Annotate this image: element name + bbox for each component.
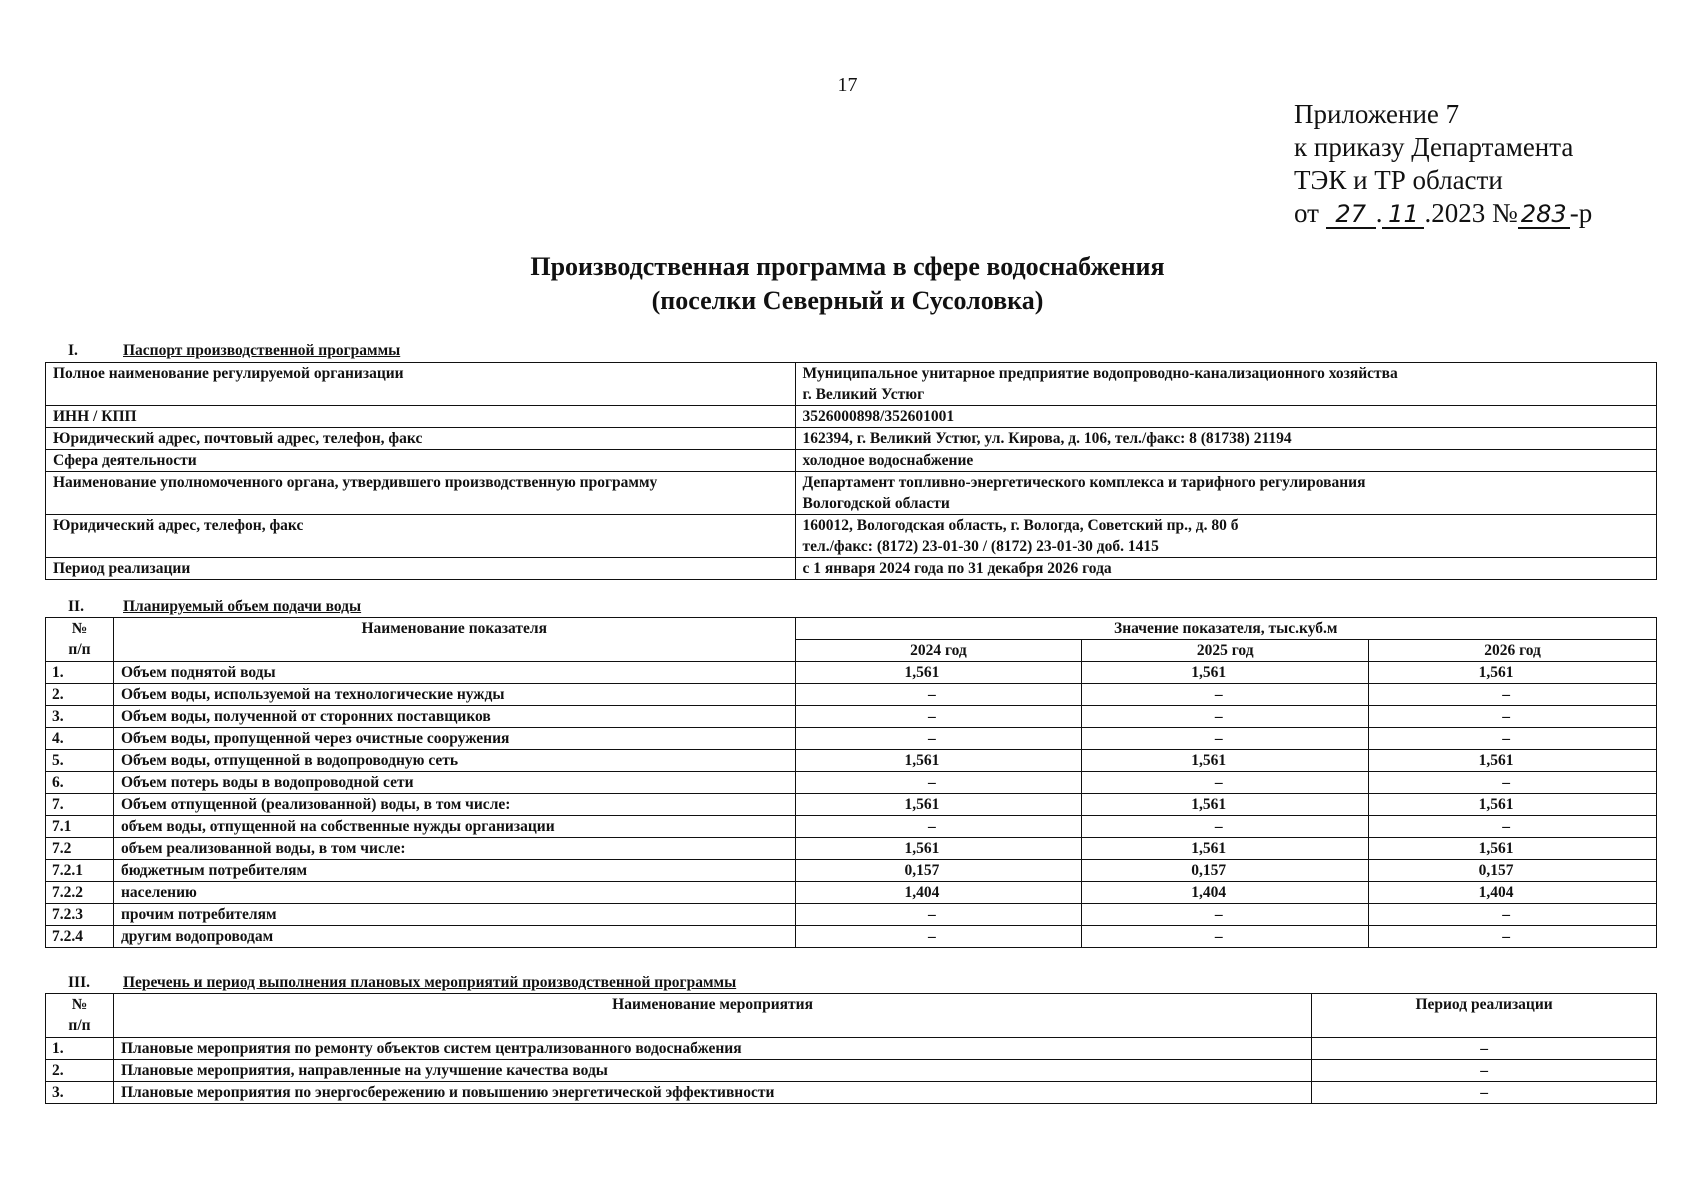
row-num: 3. [46, 706, 114, 728]
row-value-2: – [1369, 728, 1657, 750]
passport-value [795, 515, 1656, 558]
passport-value-line2: тел./факс: (8172) 23-01-30 / (8172) 23-01-30 доб. 1415 [802, 538, 1159, 555]
passport-row [46, 428, 1657, 450]
passport-row [46, 363, 1657, 406]
table-row [46, 904, 1657, 926]
document-title [0, 250, 1695, 318]
row-num: 7.2.1 [46, 860, 114, 882]
appendix-line2: к приказу Департамента [1294, 132, 1574, 162]
row-value-2: 1,561 [1369, 794, 1657, 816]
passport-label: Юридический адрес, телефон, факс [46, 515, 796, 558]
table-row [46, 684, 1657, 706]
row-value-0: – [795, 926, 1082, 948]
row-value-2: 0,157 [1369, 860, 1657, 882]
table-row [46, 794, 1657, 816]
appendix-line3: ТЭК и ТР области [1294, 165, 1503, 195]
row-indicator: Объем потерь воды в водопроводной сети [113, 772, 795, 794]
passport-value-line1: с 1 января 2024 года по 31 декабря 2026 года [802, 560, 1112, 577]
row-period: – [1312, 1060, 1657, 1082]
passport-value-line1: 3526000898/352601001 [802, 408, 955, 425]
header-measure: Наименование мероприятия [113, 994, 1311, 1038]
row-measure: Плановые мероприятия, направленные на улучшение качества воды [113, 1060, 1311, 1082]
page-number: 17 [837, 74, 858, 96]
passport-table [45, 362, 1657, 580]
row-indicator: объем воды, отпущенной на собственные нужды организации [113, 816, 795, 838]
header-year-2025: 2025 год [1082, 640, 1369, 662]
section1-title: Паспорт производственной программы [123, 342, 401, 359]
passport-label: Полное наименование регулируемой организации [46, 363, 796, 406]
row-num: 7.2 [46, 838, 114, 860]
table-row [46, 662, 1657, 684]
row-indicator: бюджетным потребителям [113, 860, 795, 882]
row-indicator: Объем поднятой воды [113, 662, 795, 684]
row-value-0: 1,561 [795, 750, 1082, 772]
row-indicator: Объем воды, пропущенной через очистные сооружения [113, 728, 795, 750]
row-indicator: прочим потребителям [113, 904, 795, 926]
row-indicator: другим водопроводам [113, 926, 795, 948]
passport-value [795, 450, 1656, 472]
row-value-2: – [1369, 684, 1657, 706]
table-row [46, 816, 1657, 838]
row-value-1: 1,561 [1082, 750, 1369, 772]
table-row [46, 706, 1657, 728]
row-value-0: 1,404 [795, 882, 1082, 904]
row-value-2: – [1369, 706, 1657, 728]
row-num: 4. [46, 728, 114, 750]
row-value-0: – [795, 904, 1082, 926]
row-indicator: Объем воды, отпущенной в водопроводную сеть [113, 750, 795, 772]
passport-value-line2: г. Великий Устюг [802, 386, 925, 403]
row-value-1: 1,404 [1082, 882, 1369, 904]
row-value-1: – [1082, 684, 1369, 706]
table-row [46, 860, 1657, 882]
row-value-2: 1,561 [1369, 662, 1657, 684]
appendix-line1: Приложение 7 [1294, 99, 1460, 129]
header-year-2024: 2024 год [795, 640, 1082, 662]
row-num: 1. [46, 1038, 114, 1060]
handwritten-month: 11 [1382, 201, 1424, 229]
section1-num: I. [68, 342, 78, 359]
table-row [46, 750, 1657, 772]
row-value-0: – [795, 706, 1082, 728]
row-indicator: объем реализованной воды, в том числе: [113, 838, 795, 860]
row-value-2: 1,404 [1369, 882, 1657, 904]
passport-value [795, 406, 1656, 428]
table-row [46, 882, 1657, 904]
row-value-0: – [795, 816, 1082, 838]
water-volume-table [45, 617, 1657, 948]
passport-value [795, 472, 1656, 515]
passport-value-line1: 162394, г. Великий Устюг, ул. Кирова, д. 106, тел./факс: 8 (81738) 21194 [802, 430, 1292, 447]
appendix-date-line: от 27 . 11 .2023 № 283 -р [1294, 198, 1593, 228]
handwritten-number: 283 [1518, 201, 1570, 229]
section2-heading [68, 598, 361, 616]
section3-title: Перечень и период выполнения плановых мероприятий производственной программы [123, 974, 737, 991]
passport-label: Период реализации [46, 558, 796, 580]
passport-label: ИНН / КПП [46, 406, 796, 428]
row-value-1: 1,561 [1082, 662, 1369, 684]
passport-value [795, 428, 1656, 450]
handwritten-day: 27 [1326, 201, 1376, 229]
row-num: 7.2.3 [46, 904, 114, 926]
title-line1: Производственная программа в сфере водоснабжения [530, 252, 1165, 281]
order-suffix: -р [1569, 198, 1593, 228]
passport-value [795, 558, 1656, 580]
row-num: 1. [46, 662, 114, 684]
date-year: .2023 № [1424, 198, 1518, 228]
row-value-2: – [1369, 926, 1657, 948]
passport-label: Юридический адрес, почтовый адрес, телефон, факс [46, 428, 796, 450]
passport-row [46, 450, 1657, 472]
row-value-0: – [795, 684, 1082, 706]
row-num: 3. [46, 1082, 114, 1104]
row-measure: Плановые мероприятия по энергосбережению и повышению энергетической эффективности [113, 1082, 1311, 1104]
row-num: 6. [46, 772, 114, 794]
row-value-2: 1,561 [1369, 750, 1657, 772]
passport-value-line1: холодное водоснабжение [802, 452, 974, 469]
passport-value [795, 363, 1656, 406]
table-row [46, 772, 1657, 794]
passport-row [46, 558, 1657, 580]
section1-heading [68, 342, 400, 360]
passport-row [46, 515, 1657, 558]
row-num: 5. [46, 750, 114, 772]
row-value-1: – [1082, 772, 1369, 794]
header-indicator: Наименование показателя [113, 618, 795, 662]
passport-label: Наименование уполномоченного органа, утвердившего производственную программу [46, 472, 796, 515]
row-value-2: 1,561 [1369, 838, 1657, 860]
row-num: 7.2.4 [46, 926, 114, 948]
row-value-0: 1,561 [795, 838, 1082, 860]
section2-title: Планируемый объем подачи воды [123, 598, 362, 615]
header-value: Значение показателя, тыс.куб.м [795, 618, 1657, 640]
section3-num: III. [68, 974, 90, 991]
header-num: № п/п [46, 618, 114, 662]
passport-value-line1: 160012, Вологодская область, г. Вологда, Советский пр., д. 80 б [802, 517, 1239, 534]
row-indicator: Объем воды, полученной от сторонних поставщиков [113, 706, 795, 728]
header-year-2026: 2026 год [1369, 640, 1657, 662]
table-row [46, 838, 1657, 860]
row-value-1: – [1082, 816, 1369, 838]
row-value-0: – [795, 728, 1082, 750]
row-measure: Плановые мероприятия по ремонту объектов систем централизованного водоснабжения [113, 1038, 1311, 1060]
row-value-1: 0,157 [1082, 860, 1369, 882]
row-value-2: – [1369, 816, 1657, 838]
row-value-0: 1,561 [795, 794, 1082, 816]
section3-heading [68, 974, 736, 992]
row-value-1: – [1082, 904, 1369, 926]
row-indicator: населению [113, 882, 795, 904]
row-indicator: Объем отпущенной (реализованной) воды, в том числе: [113, 794, 795, 816]
passport-row [46, 472, 1657, 515]
date-prefix: от [1294, 198, 1319, 228]
row-value-2: – [1369, 904, 1657, 926]
passport-value-line2: Вологодской области [802, 495, 950, 512]
row-indicator: Объем воды, используемой на технологические нужды [113, 684, 795, 706]
row-period: – [1312, 1038, 1657, 1060]
appendix-block [1294, 98, 1592, 230]
row-value-1: – [1082, 926, 1369, 948]
table-row [46, 1082, 1657, 1104]
measures-table [45, 993, 1657, 1104]
passport-value-line1: Муниципальное унитарное предприятие водопроводно-канализационного хозяйства [802, 365, 1398, 382]
row-period: – [1312, 1082, 1657, 1104]
row-value-1: 1,561 [1082, 838, 1369, 860]
passport-row [46, 406, 1657, 428]
table-row [46, 1038, 1657, 1060]
row-num: 7.1 [46, 816, 114, 838]
title-line2: (поселки Северный и Сусоловка) [651, 286, 1044, 315]
row-num: 2. [46, 684, 114, 706]
header-period: Период реализации [1312, 994, 1657, 1038]
row-value-1: – [1082, 706, 1369, 728]
row-value-0: – [795, 772, 1082, 794]
row-value-0: 1,561 [795, 662, 1082, 684]
row-num: 7.2.2 [46, 882, 114, 904]
row-num: 7. [46, 794, 114, 816]
table-row [46, 926, 1657, 948]
row-value-0: 0,157 [795, 860, 1082, 882]
row-num: 2. [46, 1060, 114, 1082]
passport-value-line1: Департамент топливно-энергетического комплекса и тарифного регулирования [802, 474, 1366, 491]
table-row [46, 728, 1657, 750]
row-value-1: 1,561 [1082, 794, 1369, 816]
section2-num: II. [68, 598, 84, 615]
header-num: № п/п [46, 994, 114, 1038]
row-value-1: – [1082, 728, 1369, 750]
row-value-2: – [1369, 772, 1657, 794]
passport-label: Сфера деятельности [46, 450, 796, 472]
table-row [46, 1060, 1657, 1082]
